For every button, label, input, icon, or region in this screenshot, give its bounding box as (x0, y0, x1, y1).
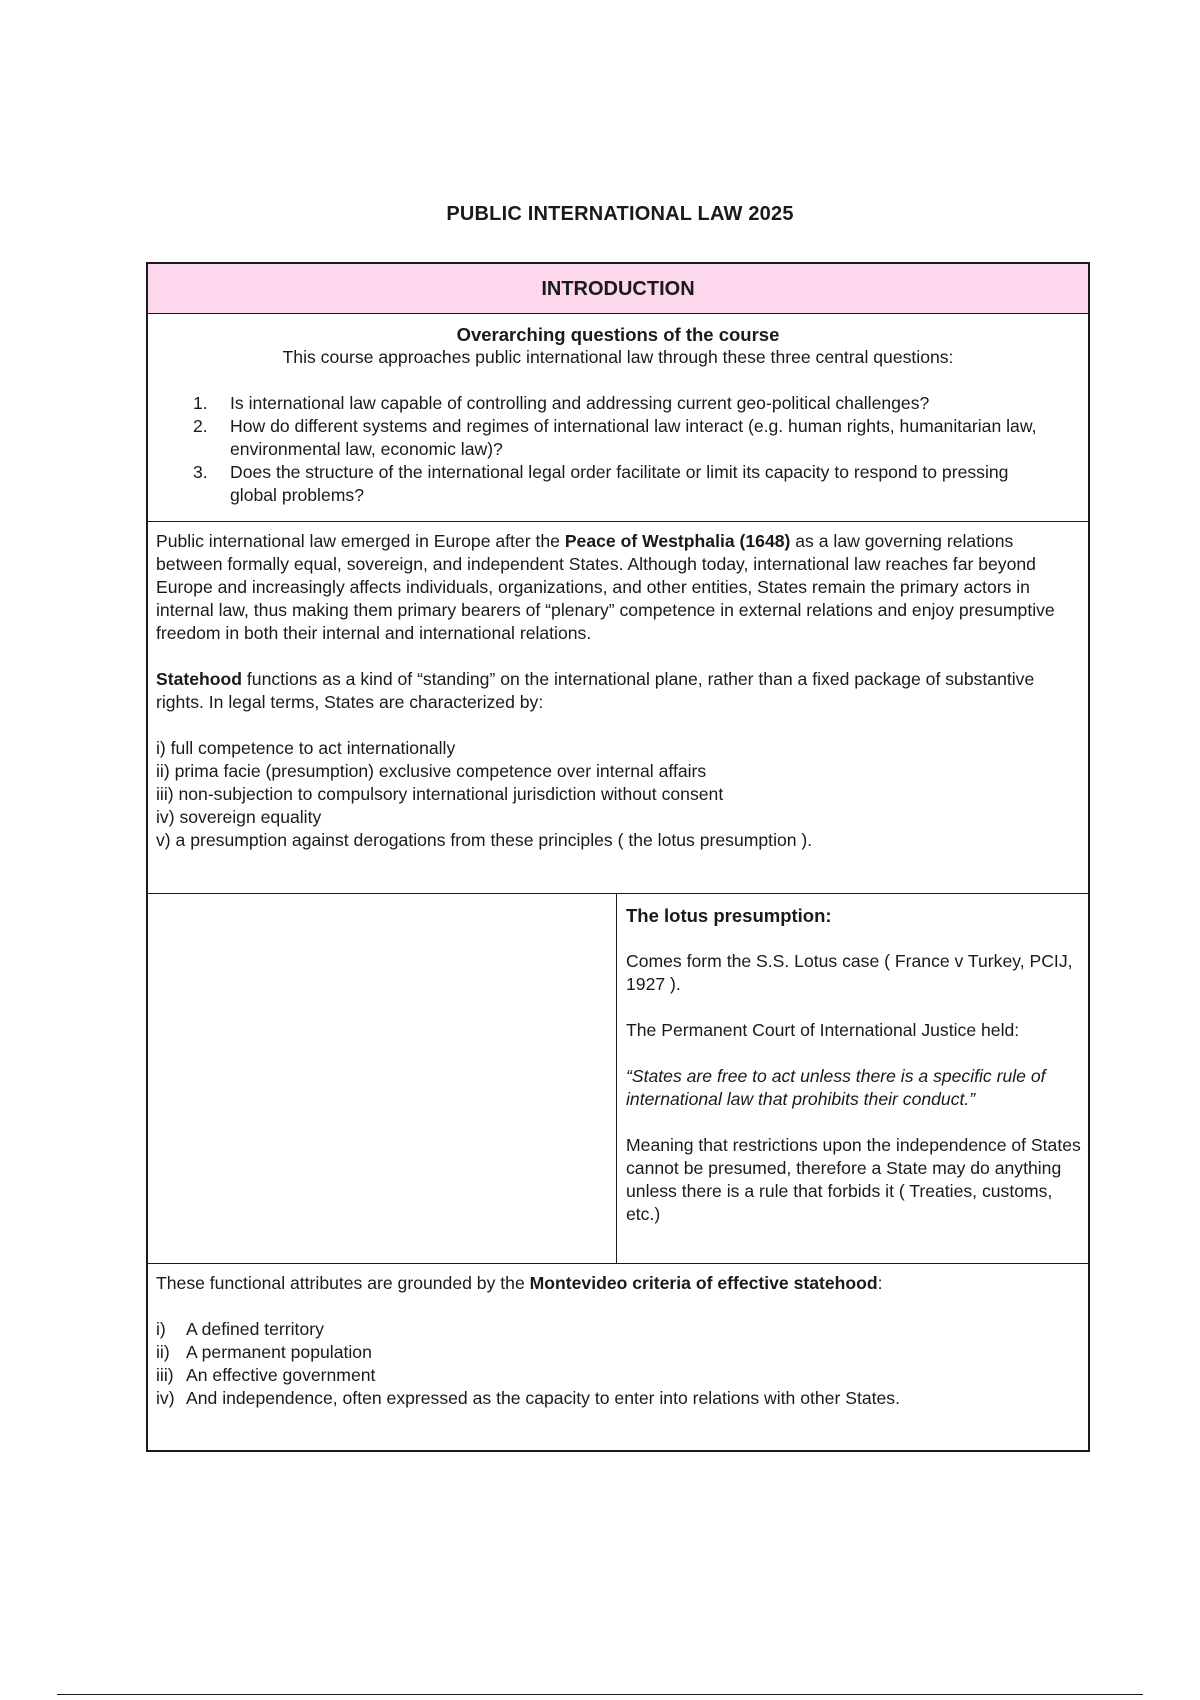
section-header: INTRODUCTION (148, 264, 1088, 314)
list-item: 3. Does the structure of the international legal order facilitate or limit its capacity to respond to pressing global problems? (193, 462, 1009, 505)
list-item: 2. How do different systems and regimes of international law interact (e.g. human rights, humanitarian law, environmental law, economic law)? (193, 416, 1037, 459)
statehood-paragraph: Statehood functions as a kind of “standing” on the international plane, rather than a fixed package of substantive rights. In legal terms, States are characterized by: (156, 669, 1035, 712)
montevideo-criteria-list (156, 1318, 1078, 1410)
montevideo-cell (148, 1264, 1088, 1450)
westphalia-paragraph: Public international law emerged in Europe after the Peace of Westphalia (1648) as a law governing relations between formally equal, sovereign, and independent States. Although today, international law reaches far beyond Europe and increasingly affects individuals, organizations, and other entities, States remain the primary actors in internal law, thus making them primary bearers of “plenary” competence in external relations and enjoy presumptive freedom in both their internal and international relations. (156, 531, 1055, 643)
footer-divider (57, 1694, 1143, 1695)
empty-cell (148, 894, 617, 1263)
lotus-meaning: Meaning that restrictions upon the independence of States cannot be presumed, therefore a State may do anything unless there is a rule that forbids it ( Treaties, customs, etc.) (626, 1135, 1081, 1224)
montevideo-intro: These functional attributes are grounded by the Montevideo criteria of effective statehood: (156, 1273, 883, 1293)
list-item: iii) non-subjection to compulsory international jurisdiction without consent (156, 784, 724, 804)
list-item: 1. Is international law capable of controlling and addressing current geo-political challenges? (193, 393, 930, 413)
questions-list (148, 392, 1088, 507)
list-item: iii) An effective government (156, 1365, 376, 1385)
list-item: ii) prima facie (presumption) exclusive competence over internal affairs (156, 761, 707, 781)
questions-intro: This course approaches public international law through these three central questions: (282, 347, 954, 367)
list-item: iv) And independence, often expressed as the capacity to enter into relations with other States. (156, 1388, 900, 1408)
lotus-cell (617, 894, 1088, 1263)
lotus-row (148, 894, 1088, 1264)
westphalia-cell (148, 522, 1088, 894)
lotus-heading: The lotus presumption: (626, 905, 832, 926)
list-item: iv) sovereign equality (156, 807, 322, 827)
lotus-quote: “States are free to act unless there is a specific rule of international law that prohibits their conduct.” (626, 1066, 1046, 1109)
lotus-source: Comes form the S.S. Lotus case ( France v Turkey, PCIJ, 1927 ). (626, 951, 1073, 994)
lotus-court: The Permanent Court of International Justice held: (626, 1020, 1020, 1040)
list-item: i) full competence to act internationally (156, 738, 456, 758)
questions-heading: Overarching questions of the course (456, 324, 780, 345)
list-item: i) A defined territory (156, 1319, 324, 1339)
list-item: v) a presumption against derogations from these principles ( the lotus presumption ). (156, 830, 813, 850)
statehood-attributes-list (156, 737, 1078, 852)
document-title: PUBLIC INTERNATIONAL LAW 2025 (446, 203, 794, 225)
introduction-table (146, 262, 1090, 1452)
list-item: ii) A permanent population (156, 1342, 372, 1362)
overarching-questions-cell (148, 314, 1088, 522)
